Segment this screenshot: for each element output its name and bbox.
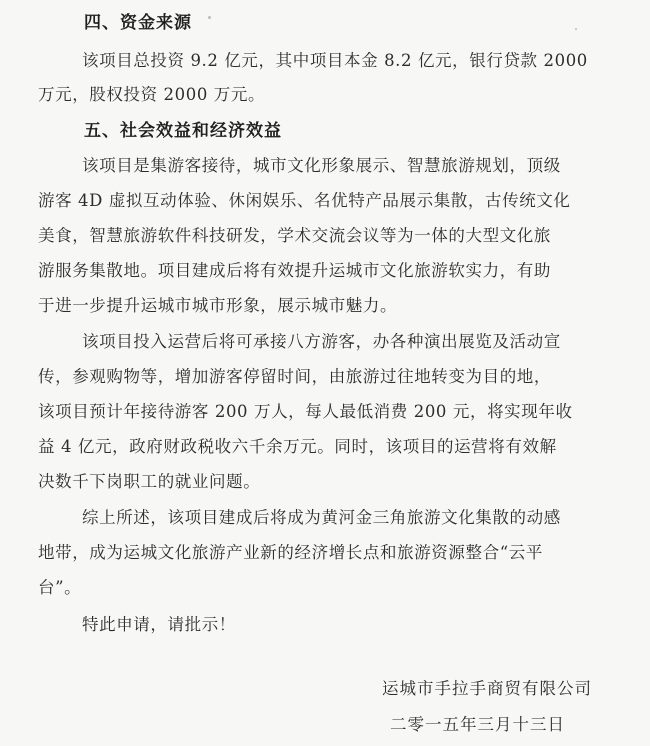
paragraph-2-line-3: 该项目预计年接待游客 200 万人，每人最低消费 200 元，将实现年收 — [38, 402, 573, 421]
paragraph-1-line-4: 游服务集散地。项目建成后将有效提升运城市文化旅游软实力，有助 — [38, 261, 551, 280]
signature-date: 二零一五年三月十三日 — [390, 715, 565, 734]
paragraph-1-line-1: 该项目是集游客接待，城市文化形象展示、智慧旅游规划，顶级 — [82, 156, 561, 175]
paragraph-2-line-1: 该项目投入运营后将可承接八方游客，办各种演出展览及活动宣 — [82, 332, 561, 351]
scan-speck — [575, 28, 577, 30]
paragraph-3-line-3: 台”。 — [38, 578, 82, 597]
paragraph-2-line-2: 传，参观购物等，增加游客停留时间，由旅游过往地转变为目的地， — [38, 367, 551, 386]
paragraph-1-line-5: 于进一步提升运城市城市形象，展示城市魅力。 — [38, 296, 398, 315]
section-5-heading: 五、社会效益和经济效益 — [84, 121, 282, 141]
section-4-heading: 四、资金来源 — [84, 13, 192, 33]
scan-speck — [208, 16, 211, 19]
section-4-line-1: 该项目总投资 9.2 亿元，其中项目本金 8.2 亿元，银行贷款 2000 — [82, 51, 588, 70]
paragraph-1-line-2: 游客 4D 虚拟互动体验、休闲娱乐、名优特产品展示集散，古传统文化 — [38, 191, 571, 210]
paragraph-3-line-2: 地带，成为运城文化旅游产业新的经济增长点和旅游资源整合“云平 — [38, 543, 543, 562]
paragraph-2-line-5: 决数千下岗职工的就业问题。 — [38, 472, 261, 491]
paragraph-2-line-4: 益 4 亿元，政府财政税收六千余万元。同时，该项目的运营将有效解 — [38, 437, 557, 456]
paragraph-1-line-3: 美食，智慧旅游软件科技研发，学术交流会议等为一体的大型文化旅 — [38, 226, 551, 245]
section-4-line-2: 万元，股权投资 2000 万元。 — [38, 85, 266, 104]
signature-company: 运城市手拉手商贸有限公司 — [382, 679, 592, 698]
closing-request: 特此申请，请批示！ — [82, 615, 236, 634]
paragraph-3-line-1: 综上所述，该项目建成后将成为黄河金三角旅游文化集散的动感 — [82, 508, 561, 527]
